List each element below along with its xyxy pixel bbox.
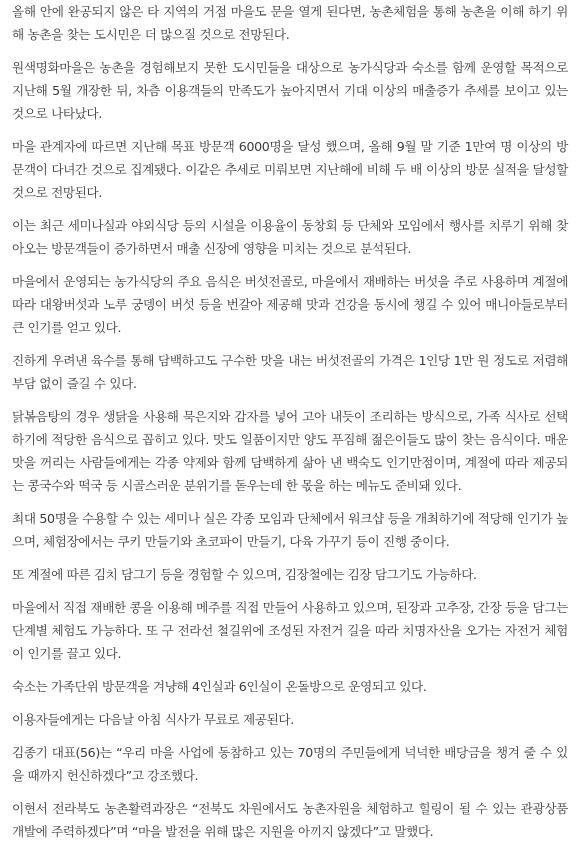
- article-paragraph-13: 김종기 대표(56)는 “우리 마을 사업에 동참하고 있는 70명의 주민들에게 넉넉한 배당금을 챙겨 줄 수 있을 때까지 헌신하겠다”고 강조했다.: [12, 745, 568, 783]
- article-paragraph-8: 최대 50명을 수용할 수 있는 세미나 실은 각종 모임과 단체에서 워크샵 등을 개최하기에 적당해 인기가 높으며, 체험장에서는 쿠키 만들기와 초코파이 만들기, 다육 가꾸기 등이 진행 중이다.: [12, 511, 568, 549]
- article-paragraph-3: 마을 관계자에 따르면 지난해 목표 방문객 6000명을 달성 했으며, 올해 9월 말 기준 1만여 명 이상의 방문객이 다녀간 것으로 집계됐다. 이같은 추세로 미뤄보면 지난해에 비해 두 배 이상의 방문 실적을 달성할 것으로 전망된다.: [12, 139, 568, 200]
- article-paragraph-7: 닭볶음탕의 경우 생닭을 사용해 묵은지와 감자를 넣어 고아 내듯이 조리하는 방식으로, 가족 식사로 선택하기에 적당한 음식으로 꼽히고 있다. 맛도 일품이지만 양도 푸짐해 젊은이들도 많이 찾는 음식이다. 매운맛을 꺼리는 사람들에게는 각종 약제와 함께 담백하게 삶아 낸 백숙도 인기만점이며, 계절에 따라 제공되는 콩국수와 떡국 등 시골스러운 분위기를 돋우는데 한 몫을 하는 메뉴도 준비돼 있다.: [12, 409, 568, 493]
- article-paragraph-5: 마을에서 운영되는 농가식당의 주요 음식은 버섯전골로, 마을에서 재배하는 버섯을 주로 사용하며 계절에 따라 대왕버섯과 노루 궁뎅이 버섯 등을 번갈아 제공해 맛과 건강을 동시에 챙길 수 있어 매니아들로부터 큰 인기를 얻고 있다.: [12, 274, 568, 335]
- article-body: [12, 0, 568, 853]
- article-paragraph-6: 진하게 우려낸 육수를 통해 담백하고도 구수한 맛을 내는 버섯전골의 가격은 1인당 1만 원 정도로 저렴해 부담 없이 즐길 수 있다.: [12, 353, 568, 391]
- article-paragraph-14: 이현서 전라북도 농촌활력과장은 “전북도 차원에서도 농촌자원을 체험하고 힐링이 될 수 있는 관광상품 개발에 주력하겠다”며 “마을 발전을 위해 많은 지원을 아끼지 않겠다”고 말했다.: [12, 801, 568, 839]
- article-paragraph-12: 이용자들에게는 다음날 아침 식사가 무료로 제공된다.: [12, 712, 294, 727]
- article-paragraph-11: 숙소는 가족단위 방문객을 겨냥해 4인실과 6인실이 온돌방으로 운영되고 있다.: [12, 679, 427, 694]
- article-paragraph-10: 마을에서 직접 재배한 콩을 이용해 메주를 직접 만들어 사용하고 있으며, 된장과 고추장, 간장 등을 담그는 단계별 체험도 가능하다. 또 구 전라선 철길위에 조성된 자전거 길을 따라 치명자산을 오가는 자전거 체험이 인기를 끌고 있다.: [12, 600, 568, 661]
- article-paragraph-4: 이는 최근 세미나실과 야외식당 등의 시설을 이용율이 동창회 등 단체와 모임에서 행사를 치루기 위해 찾아오는 방문객들이 증가하면서 매출 신장에 영향을 미치는 것으로 분석된다.: [12, 218, 568, 256]
- article-paragraph-9: 또 계절에 따른 김치 담그기 등을 경험할 수 있으며, 김장철에는 김장 담그기도 가능하다.: [12, 567, 477, 582]
- article-paragraph-1: 올해 안에 완공되지 않은 타 지역의 거점 마을도 문을 열게 된다면, 농촌체험을 통해 농촌을 이해 하기 위해 농촌을 찾는 도시민은 더 많으질 것으로 전망된다.: [12, 4, 568, 42]
- article-paragraph-2: 원색명화마을은 농촌을 경험해보지 못한 도시민들을 대상으로 농가식당과 숙소를 함께 운영할 목적으로 지난해 5월 개장한 뒤, 차츰 이용객들의 만족도가 높아지면서 기대 이상의 매출증가 추세를 보이고 있는 것으로 나타났다.: [12, 60, 568, 121]
